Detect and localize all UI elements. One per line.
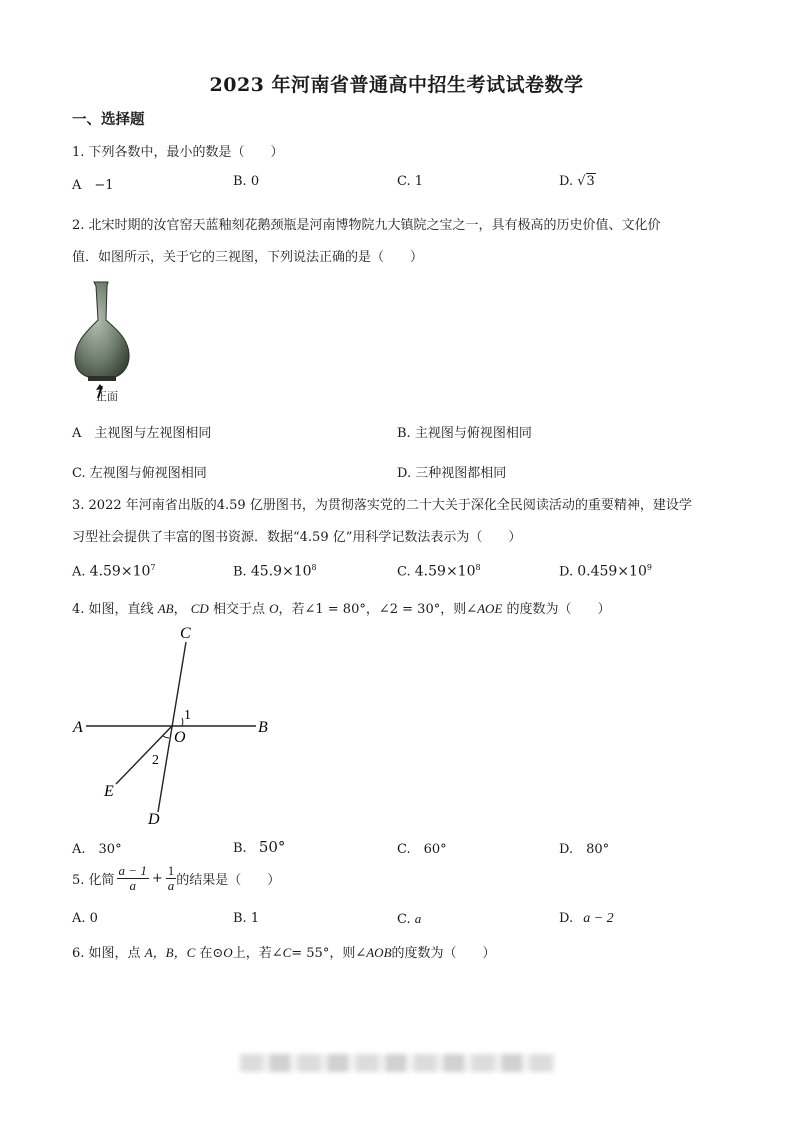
label-o: O bbox=[174, 729, 186, 746]
blurred-footer-watermark bbox=[240, 1054, 555, 1072]
question-2-line-1: 2. 北宋时期的汝官窑天蓝釉刻花鹅颈瓶是河南博物院九大镇院之宝之一，具有极高的历史价值、文化价 bbox=[72, 218, 661, 233]
q5-option-c-value: a bbox=[414, 911, 422, 926]
q6-angle-aob: AOB bbox=[366, 945, 392, 960]
label-a: A bbox=[73, 719, 83, 736]
q4-stem-a: 4. 如图，直线 bbox=[72, 602, 154, 617]
q4-stem-d: 的度数为（ ） bbox=[506, 602, 611, 617]
q1-option-c: C. 1 bbox=[397, 174, 424, 189]
q3-option-d-exp: 9 bbox=[646, 563, 652, 572]
q6-stem-c: 上，若∠ bbox=[232, 946, 283, 961]
q3-option-a-exp: 7 bbox=[150, 563, 156, 572]
q3-option-b-letter: B. bbox=[233, 564, 247, 580]
q4-angle-aoe: AOE bbox=[477, 601, 503, 616]
question-3-line-1: 3. 2022 年河南省出版的4.59 亿册图书，为贯彻落实党的二十大关于深化全民阅读活动的重要精神，建设学 bbox=[72, 498, 692, 513]
sqrt-expression: √3 bbox=[577, 174, 595, 189]
q5-option-a: A. 0 bbox=[72, 911, 98, 926]
label-b: B bbox=[258, 719, 268, 736]
q3-option-d-letter: D. bbox=[559, 564, 574, 580]
q5-option-c bbox=[397, 911, 421, 927]
label-angle-2: 2 bbox=[152, 753, 159, 768]
q4-option-b-letter: B. bbox=[233, 841, 247, 856]
q6-stem-a: 6. 如图，点 bbox=[72, 946, 141, 961]
q4-line-cd: CD bbox=[190, 601, 209, 616]
q4-comma: ， bbox=[173, 602, 187, 617]
q5-fraction-1 bbox=[117, 864, 149, 892]
q3-option-b-base: 45.9×10 bbox=[250, 563, 312, 580]
question-1-stem: 1. 下列各数中，最小的数是（ ） bbox=[72, 145, 284, 160]
q6-stem-d: = 55°，则∠ bbox=[291, 946, 367, 961]
q1-option-d-letter: D. bbox=[559, 174, 574, 189]
q6-angle-c: C bbox=[282, 945, 292, 960]
q3-option-c-exp: 8 bbox=[475, 563, 481, 572]
q5-fraction-2-denominator: a bbox=[167, 877, 175, 893]
q1-option-a: A −1 bbox=[72, 178, 114, 193]
q5-stem-a: 5. 化简 bbox=[72, 872, 115, 888]
q3-option-a bbox=[72, 563, 155, 579]
q5-fraction-1-numerator: a − 1 bbox=[118, 863, 147, 878]
q3-option-a-base: 4.59×10 bbox=[89, 563, 151, 580]
label-e: E bbox=[104, 783, 114, 800]
front-view-label: 正面 bbox=[96, 390, 118, 403]
q4-line-ab: AB bbox=[157, 601, 174, 616]
sqrt-radicand: 3 bbox=[586, 174, 595, 189]
q6-stem-b: 在⊙ bbox=[199, 946, 224, 961]
q3-option-b bbox=[233, 563, 317, 579]
q3-option-d bbox=[559, 563, 652, 579]
vase-image bbox=[72, 280, 134, 400]
q3-option-c bbox=[397, 563, 481, 579]
q4-point-o: O bbox=[269, 601, 279, 616]
question-2-line-2: 值．如图所示，关于它的三视图，下列说法正确的是（ ） bbox=[72, 250, 424, 265]
q4-option-b bbox=[233, 838, 285, 856]
q5-option-d-value: a − 2 bbox=[583, 911, 614, 926]
q3-option-b-exp: 8 bbox=[311, 563, 317, 572]
question-3-line-2: 习型社会提供了丰富的图书资源．数据“4.59 亿”用科学记数法表示为（ ） bbox=[72, 530, 522, 545]
q2-option-d: D. 三种视图都相同 bbox=[397, 466, 507, 481]
q2-option-b: B. 主视图与俯视图相同 bbox=[397, 426, 532, 441]
q5-option-c-letter: C. bbox=[397, 912, 411, 927]
q6-stem-e: 的度数为（ ） bbox=[391, 946, 496, 961]
q4-option-c: C. 60° bbox=[397, 842, 447, 857]
q5-option-b: B. 1 bbox=[233, 911, 260, 926]
q3-option-d-base: 0.459×10 bbox=[577, 563, 647, 580]
question-6-stem bbox=[72, 942, 496, 961]
angle-1-arc bbox=[182, 718, 183, 726]
q5-fraction-2-numerator: 1 bbox=[167, 863, 175, 878]
section-heading: 一、选择题 bbox=[72, 111, 145, 128]
q3-option-a-letter: A. bbox=[72, 564, 86, 580]
q4-stem-b: 相交于点 bbox=[212, 602, 265, 617]
q2-option-a: A 主视图与左视图相同 bbox=[72, 426, 212, 441]
q5-plus-sign: + bbox=[151, 870, 163, 886]
q1-option-b: B. 0 bbox=[233, 174, 260, 189]
q5-fraction-2 bbox=[166, 864, 177, 892]
page-title: 2023 年河南省普通高中招生考试试卷数学 bbox=[209, 74, 584, 96]
q6-circle-o: O bbox=[223, 945, 233, 960]
q4-option-d: D. 80° bbox=[559, 842, 610, 857]
q1-option-d bbox=[559, 174, 596, 189]
q3-option-c-letter: C. bbox=[397, 564, 411, 580]
vase-photo bbox=[72, 280, 134, 403]
label-c: C bbox=[180, 625, 191, 642]
q5-stem-b: 的结果是（ ） bbox=[176, 872, 281, 888]
question-5-stem bbox=[72, 864, 280, 892]
q4-stem-c: ，若∠1 = 80°，∠2 = 30°，则∠ bbox=[278, 602, 478, 617]
q4-option-b-value: 50° bbox=[258, 838, 286, 856]
question-4-stem bbox=[72, 598, 611, 617]
q2-option-c: C. 左视图与俯视图相同 bbox=[72, 466, 207, 481]
label-d: D bbox=[148, 811, 160, 828]
q3-option-c-base: 4.59×10 bbox=[414, 563, 476, 580]
label-angle-1: 1 bbox=[184, 708, 191, 723]
q6-points: A，B，C bbox=[144, 945, 196, 960]
intersecting-lines-diagram bbox=[70, 622, 290, 832]
q5-option-d-letter: D. bbox=[559, 911, 574, 926]
angle-2-arc bbox=[163, 736, 169, 738]
q4-option-a: A. 30° bbox=[72, 842, 122, 857]
q5-fraction-1-denominator: a bbox=[129, 877, 136, 893]
q5-option-d bbox=[559, 911, 614, 927]
